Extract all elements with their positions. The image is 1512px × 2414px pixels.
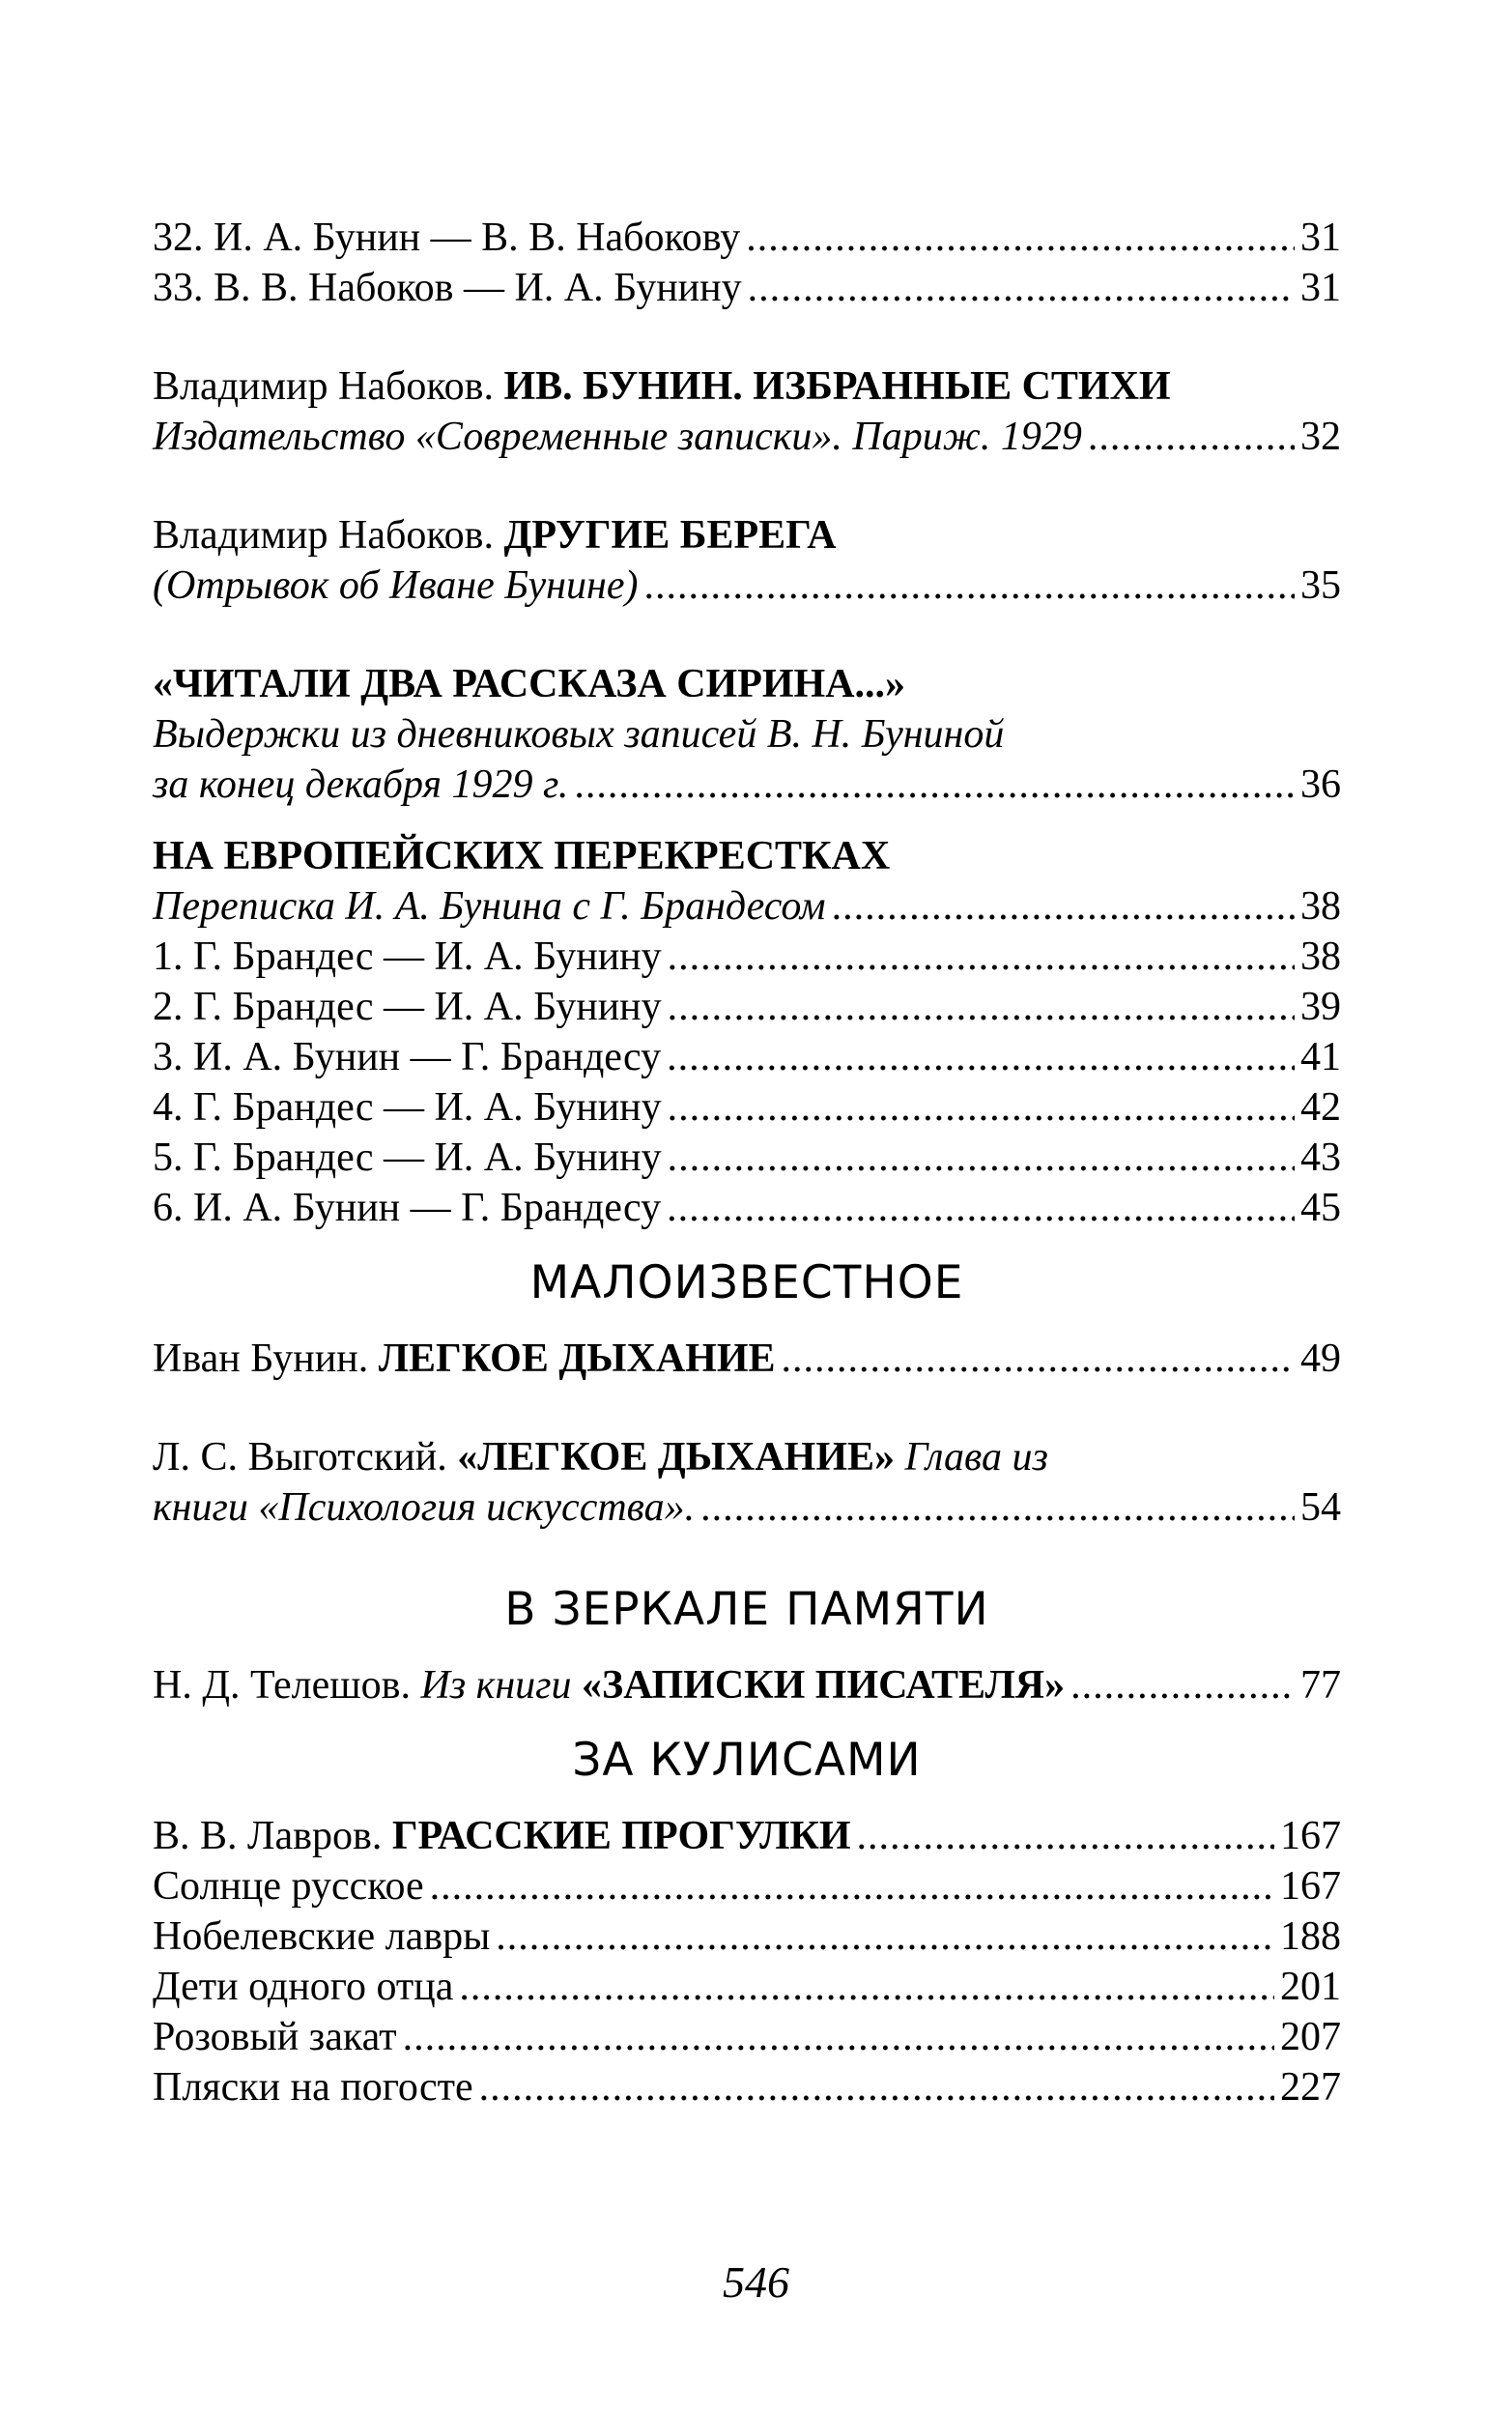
entry-author: Владимир Набоков. (153, 513, 504, 558)
leader-dots (700, 1482, 1295, 1533)
toc-entry-heading (153, 510, 1341, 560)
toc-entry (153, 1861, 1341, 1911)
entry-label: 3. И. А. Бунин — Г. Брандесу (153, 1035, 662, 1079)
entry-label: Солнце русское (153, 1864, 424, 1909)
entry-subtitle: за конец декабря 1929 г. (153, 762, 569, 807)
toc-entry (153, 932, 1341, 982)
toc-entry (153, 1183, 1341, 1233)
toc-entry (153, 760, 1341, 810)
toc-entry (153, 263, 1341, 313)
entry-title: ДРУГИЕ БЕРЕГА (503, 513, 837, 558)
entry-label: 6. И. А. Бунин — Г. Брандесу (153, 1186, 662, 1230)
toc-entry-heading (153, 361, 1341, 412)
page-number: 31 (1300, 216, 1341, 260)
page-number: 38 (1300, 934, 1341, 979)
table-of-contents (153, 213, 1341, 2112)
leader-dots (496, 1911, 1274, 1962)
leader-dots (430, 1861, 1274, 1911)
toc-entry (153, 213, 1341, 263)
page-number: 201 (1280, 1965, 1341, 2009)
toc-entry (153, 982, 1341, 1032)
page-number: 38 (1300, 884, 1341, 929)
leader-dots (668, 982, 1295, 1032)
entry-title: «ЧИТАЛИ ДВА РАССКАЗА СИРИНА...» (153, 662, 906, 706)
page-number: 43 (1300, 1135, 1341, 1180)
leader-dots (668, 1133, 1295, 1183)
toc-entry (153, 1082, 1341, 1133)
entry-label: 5. Г. Брандес — И. А. Бунину (153, 1135, 662, 1180)
page-folio: 546 (723, 2257, 789, 2307)
entry-title: ЛЕГКОЕ ДЫХАНИЕ (378, 1336, 776, 1381)
leader-dots (403, 2012, 1274, 2062)
toc-entry (153, 1811, 1341, 1861)
leader-dots (574, 760, 1295, 810)
toc-entry (153, 1911, 1341, 1962)
leader-dots (667, 1183, 1295, 1233)
entry-author: В. В. Лавров. (153, 1814, 392, 1858)
page-number: 36 (1300, 762, 1341, 807)
entry-title: «ЗАПИСКИ ПИСАТЕЛЯ» (582, 1663, 1066, 1708)
entry-heading (153, 1334, 776, 1384)
entry-heading (153, 1811, 851, 1861)
page-number: 167 (1280, 1814, 1341, 1858)
leader-dots (746, 213, 1295, 263)
leader-dots (1088, 412, 1295, 462)
toc-entry (153, 412, 1341, 462)
toc-entry (153, 1962, 1341, 2012)
entry-title: ГРАССКИЕ ПРОГУЛКИ (391, 1814, 851, 1858)
section-heading: МАЛОИЗВЕСТНОЕ (529, 1256, 964, 1309)
entry-subtitle: (Отрывок об Иване Бунине) (153, 563, 639, 608)
toc-entry (153, 560, 1341, 611)
page-number: 42 (1300, 1085, 1341, 1130)
toc-entry-heading (153, 1432, 1341, 1482)
entry-label: Пляски на погосте (153, 2065, 473, 2110)
leader-dots (643, 560, 1295, 611)
entry-title: ИВ. БУНИН. ИЗБРАННЫЕ СТИХИ (503, 364, 1171, 409)
page-number: 32 (1300, 415, 1341, 459)
entry-author: Н. Д. Телешов. (153, 1663, 421, 1708)
toc-entry (153, 2012, 1341, 2062)
page-number: 35 (1300, 563, 1341, 608)
page-number: 207 (1280, 2015, 1341, 2059)
toc-entry (153, 1032, 1341, 1082)
entry-subtitle: Переписка И. А. Бунина с Г. Брандесом (153, 884, 826, 929)
page-number: 31 (1300, 266, 1341, 310)
toc-entry (153, 881, 1341, 932)
entry-label: 4. Г. Брандес — И. А. Бунину (153, 1085, 662, 1130)
entry-note: Глава из (895, 1435, 1048, 1480)
leader-dots (668, 932, 1295, 982)
toc-entry (153, 1334, 1341, 1384)
section-heading: В ЗЕРКАЛЕ ПАМЯТИ (504, 1583, 989, 1636)
entry-title: «ЛЕГКОЕ ДЫХАНИЕ» (457, 1435, 896, 1480)
entry-title: НА ЕВРОПЕЙСКИХ ПЕРЕКРЕСТКАХ (153, 834, 891, 878)
leader-dots (668, 1082, 1295, 1133)
entry-prefix: Из книги (420, 1663, 583, 1708)
entry-label: 1. Г. Брандес — И. А. Бунину (153, 934, 662, 979)
entry-author: Иван Бунин. (153, 1336, 379, 1381)
page-number: 49 (1300, 1336, 1341, 1381)
page-number: 54 (1300, 1485, 1341, 1530)
entry-subtitle: книги «Психология искусства». (153, 1485, 696, 1530)
entry-label: 33. В. В. Набоков — И. А. Бунину (153, 266, 742, 310)
entry-subtitle: Издательство «Современные записки». Париж. 1929 (153, 415, 1082, 459)
entry-label: Нобелевские лавры (153, 1914, 491, 1959)
section-heading: ЗА КУЛИСАМИ (572, 1734, 922, 1787)
leader-dots (748, 263, 1295, 313)
leader-dots (1070, 1660, 1295, 1710)
toc-entry (153, 1482, 1341, 1533)
toc-entry (153, 1660, 1341, 1710)
leader-dots (667, 1032, 1295, 1082)
leader-dots (782, 1334, 1295, 1384)
entry-author: Владимир Набоков. (153, 364, 504, 409)
entry-label: 2. Г. Брандес — И. А. Бунину (153, 985, 662, 1029)
page-number: 39 (1300, 985, 1341, 1029)
toc-entry (153, 1133, 1341, 1183)
page-number: 188 (1280, 1914, 1341, 1959)
leader-dots (857, 1811, 1274, 1861)
page-number: 45 (1300, 1186, 1341, 1230)
page-number: 41 (1300, 1035, 1341, 1079)
page-number: 77 (1300, 1663, 1341, 1708)
leader-dots (479, 2062, 1274, 2112)
entry-heading (153, 1660, 1065, 1710)
entry-label: Розовый закат (153, 2015, 397, 2059)
entry-label: 32. И. А. Бунин — В. В. Набокову (153, 216, 741, 260)
leader-dots (832, 881, 1295, 932)
page-number: 227 (1280, 2065, 1341, 2110)
leader-dots (459, 1962, 1274, 2012)
entry-subtitle: Выдержки из дневниковых записей В. Н. Буниной (153, 712, 1005, 757)
entry-author: Л. С. Выготский. (153, 1435, 458, 1480)
entry-label: Дети одного отца (153, 1965, 454, 2009)
toc-entry (153, 2062, 1341, 2112)
page-number: 167 (1280, 1864, 1341, 1909)
